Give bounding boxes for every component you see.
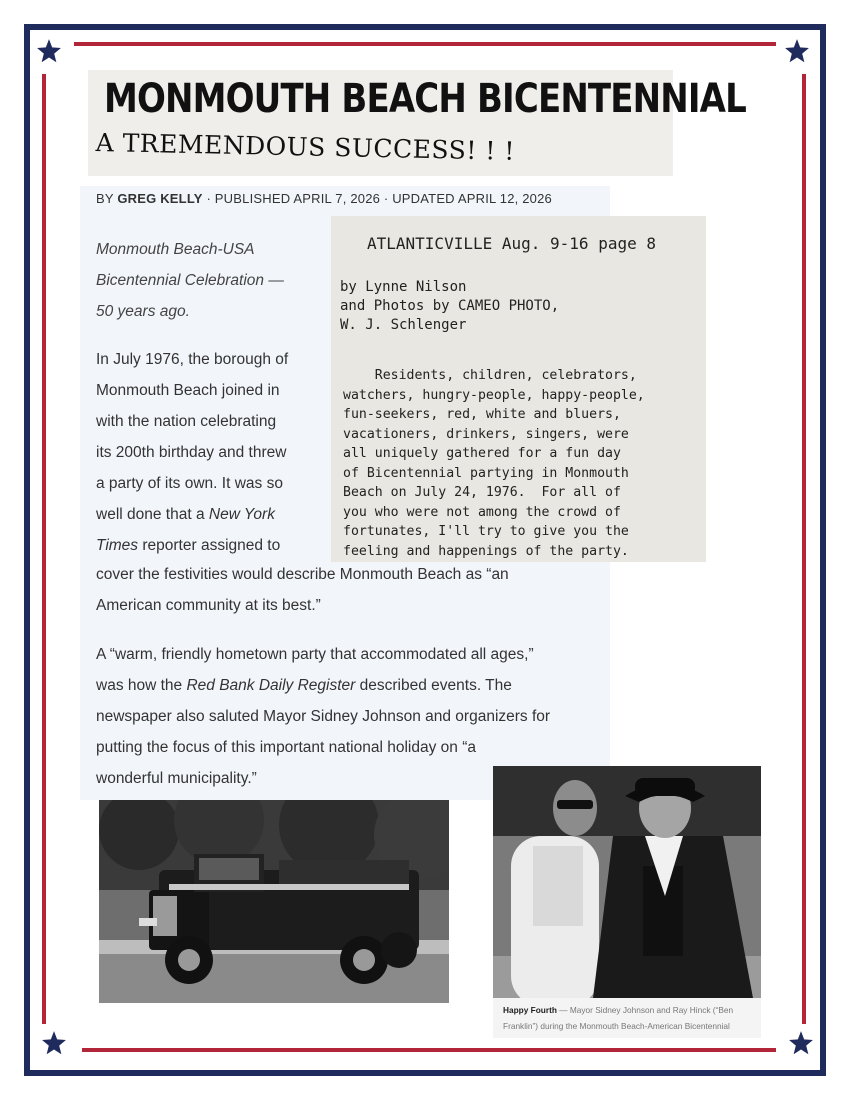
newspaper-clipping [331, 216, 706, 562]
clipping-body: Residents, children, celebrators, watchers, hungry-people, happy-people, fun-seekers, red, white and bluers, vacationers, drinkers, singers, were all uniquely gathered for a fun day of Bicentennial partying in Monmouth Beach on July 24, 1976. For all of you who were not among the crowd of fortunates, I'll try to give you the feeling and happenings of the party. [343, 368, 645, 559]
bottom-red-rule [82, 1048, 776, 1052]
article-paragraph-1-continued: cover the festivities would describe Monmouth Beach as “an American community at its best.” [96, 566, 509, 614]
headline-clipping [88, 70, 746, 176]
top-red-rule [74, 42, 776, 46]
article-intro: Monmouth Beach-USA Bicentennial Celebration — 50 years ago. [96, 241, 284, 320]
fire-truck-photo [99, 800, 449, 1003]
photo-caption: Happy Fourth — Mayor Sidney Johnson and Ray Hinck (“Ben Franklin”) during the Monmouth Beach-American Bicentennial [503, 1005, 734, 1031]
star-icon [36, 38, 62, 64]
article-paragraph-1: In July 1976, the borough of Monmouth Beach joined in with the nation celebrating its 200th birthday and threw a party of its own. It was so well done that a New York Times reporter assigned to [96, 351, 289, 554]
clipping-credit: by Lynne Nilson and Photos by CAMEO PHOTO, W. J. Schlenger [340, 279, 560, 333]
article-paragraph-2: A “warm, friendly hometown party that accommodated all ages,” was how the Red Bank Daily Register described events. The newspaper also saluted Mayor Sidney Johnson and organizers for putting the focus of this important national holiday on “a wonderful municipality.” [96, 646, 551, 787]
left-red-rule [42, 74, 46, 1024]
headline-title: MONMOUTH BEACH BICENTENNIAL [104, 76, 746, 122]
author-link[interactable]: GREG KELLY [117, 191, 203, 206]
headline-subtitle: A TREMENDOUS SUCCESS! ! ! [95, 128, 516, 166]
star-icon [784, 38, 810, 64]
star-icon [788, 1030, 814, 1056]
star-icon [41, 1030, 67, 1056]
byline: BY GREG KELLY · PUBLISHED APRIL 7, 2026 · UPDATED APRIL 12, 2026 [96, 191, 552, 206]
right-red-rule [802, 74, 806, 1024]
clipping-header: ATLANTICVILLE Aug. 9-16 page 8 [367, 234, 656, 253]
mayor-photo-card [493, 766, 761, 1038]
mayor-and-ben-franklin-photo [493, 766, 761, 998]
